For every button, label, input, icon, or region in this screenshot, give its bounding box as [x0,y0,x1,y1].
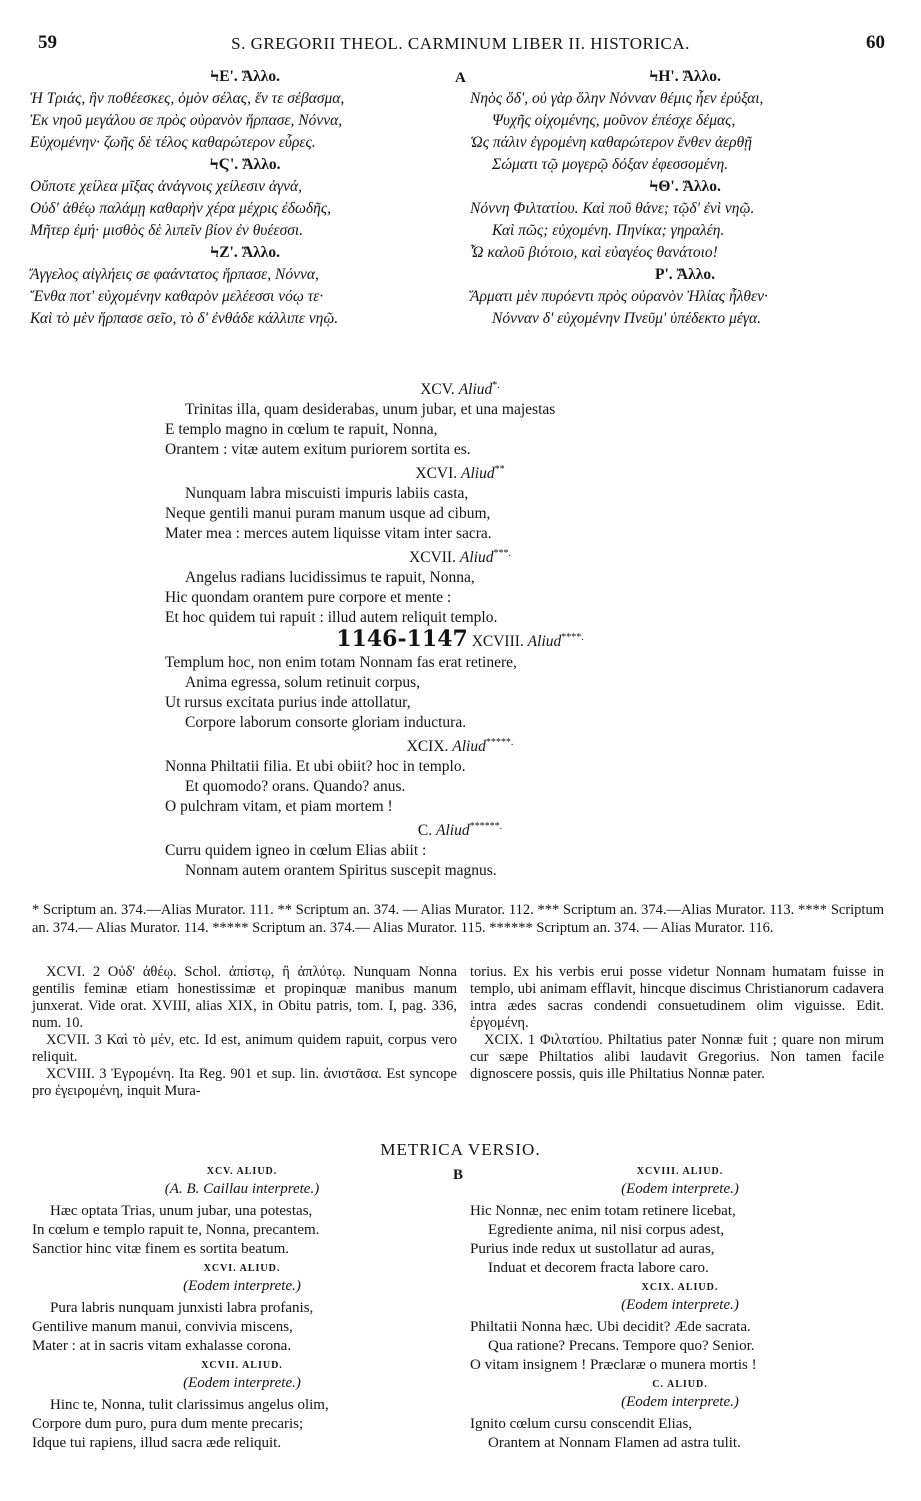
column-marker-a: A [455,70,466,86]
footnote-mark: ******. [469,820,503,832]
latin-verse-line: Nonna Philtatii filia. Et ubi obiit? hoc in templo. [165,757,466,775]
metrica-interpreter: (Eodem interprete.) [183,1375,301,1391]
greek-verse-line: Οὐδ' ἀθέῳ παλάμῃ καθαρὴν χέρα μέχρις ἐδωδῆς, [30,200,331,217]
footnote: * Scriptum an. 374.—Alias Murator. 111. ** Scriptum an. 374. — Alias Murator. 112. *** Scriptum an. 374.—Alias Murator. 113. **** Scriptum an. 374.— Alias Murator. 114. ***** Scriptum an. 374.— Alias Murator. 115. ****** Scriptum an. 374. — Alias Murator. 116. [32,902,884,936]
footnote-mark: *****. [485,736,514,748]
metrica-right-column [470,1164,890,1455]
metrica-verse-line: Hic Nonnæ, nec enim totam retinere licebat, [470,1203,736,1219]
greek-poem-title: Ρ'. Ἄλλο. [655,266,715,283]
latin-poem-number: XCVII. [409,549,456,567]
spacer [32,1453,452,1455]
running-head [0,32,921,60]
greek-verse-line: Καὶ τὸ μὲν ἥρπασε σεῖο, τὸ δ' ἐνθάδε κάλλιπε νηῷ. [30,310,339,327]
greek-verse-line: Νόννη Φιλτατίου. Καὶ ποῦ θάνε; τῷδ' ἐνὶ νηῷ. [470,200,755,217]
greek-verse-line: Ψυχῆς οἰχομένης, μοῦνον ἐπέσχε δέμας, [492,112,736,129]
column-marker-b: B [453,1167,464,1183]
metrica-verse-line: O vitam insignem ! Præclaræ o munera mortis ! [470,1357,757,1373]
latin-poem-heading [165,628,755,652]
metrica-poem-title: XCIX. ALIUD. [641,1282,719,1293]
notes-right-column [470,964,884,1083]
latin-verse-line: Et quomodo? orans. Quando? anus. [185,777,406,795]
metrica-verse-line: Mater : at in sacris vitam exhalasse corona. [32,1338,292,1354]
latin-poem-aliud: Aliud [458,381,493,399]
latin-poem-heading [165,460,755,484]
greek-verse-line: Σώματι τῷ μογερῷ δόξαν ἐφεσσομένη. [492,156,729,173]
latin-poem-number: XCVI. [415,465,458,483]
metrica-verse-line: Pura labris nunquam junxisti labra profanis, [50,1300,314,1316]
greek-verse-line: Εὐχομένην· ζωῆς δὲ τέλος καθαρώτερον εὗρες. [30,134,316,151]
metrica-poem-title: XCVII. ALIUD. [201,1360,283,1371]
greek-verse-line: Ὦ καλοῦ βιότοιο, καὶ εὐαγέος θανάτοιο! [470,244,718,261]
commentary-note: XCVIII. 3 Ἐγρομένη. Ita Reg. 901 et sup. lin. ἀνιστᾶσα. Est syncope pro ἐγειρομένη, inquit Mura- [32,1066,457,1099]
latin-verse-line: Neque gentili manui puram manum usque ad cibum, [165,505,491,523]
latin-poem-aliud: Aliud [436,821,470,839]
latin-verse-line: Orantem : vitæ autem exitum puriorem sortita es. [165,441,471,459]
greek-poem-title: ϞϚ'. Ἄλλο. [209,156,281,173]
commentary-note: XCVI. 2 Οὐδ' ἀθέῳ. Schol. ἀπίστῳ, ἢ ἀπλύτῳ. Nunquam Nonna gentilis feminæ etiam honestissimæ et propinquæ manibus manum junxerat. Vide orat. XVIII, alias XIX, in Obitu patris, tom. I, pag. 336, num. 10. [32,964,457,1031]
metrica-verse-line: Hæc optata Trias, unum jubar, una potestas, [50,1203,313,1219]
metrica-verse-line: Ignito cœlum cursu conscendit Elias, [470,1416,693,1432]
greek-verse-line: Μῆτερ ἐμή· μισθὸς δὲ λιπεῖν βίον ἐν θυέεσσι. [30,222,304,239]
column-numbers: 1146-1147 [336,626,468,653]
latin-verse-line: Trinitas illa, quam desiderabas, unum jubar, et una majestas [185,401,556,419]
latin-verse-line: Hic quondam orantem pure corpore et mente : [165,589,452,607]
latin-poem-number: C. [417,821,433,839]
metrica-poem-title: C. ALIUD. [652,1379,708,1390]
metrica-verse-line: Gentilive manum manui, convivia miscens, [32,1319,293,1335]
latin-verse-line: Angelus radians lucidissimus te rapuit, Nonna, [185,569,475,587]
latin-verse-line: O pulchram vitam, et piam mortem ! [165,797,393,815]
metrica-verse-line: Idque tui rapiens, illud sacra æde reliquit. [32,1435,282,1451]
greek-verse-line: Ἐκ νηοῦ μεγάλου σε πρὸς οὐρανὸν ἥρπασε, Νόννα, [30,112,343,129]
metrica-verse-line: In cœlum e templo rapuit te, Nonna, precantem. [32,1222,320,1238]
right-page-number: 60 [866,32,885,53]
latin-poem-heading [165,733,755,757]
metrica-verse-line: Corpore dum puro, pura dum mente precaris; [32,1416,304,1432]
metrica-versio-title: METRICA VERSIO. [380,1140,541,1159]
commentary-note: XCVII. 3 Καὶ τὸ μέν, etc. Id est, animum quidem rapuit, corpus vero reliquit. [32,1032,457,1065]
latin-poem-number: XCV. [420,381,455,399]
latin-poem-number: XCVIII. [471,633,524,651]
metrica-interpreter: (A. B. Caillau interprete.) [164,1181,320,1197]
greek-verse-line: Νηὸς ὅδ', οὐ γὰρ ὅλην Νόνναν θέμις ἦεν ἐρύξαι, [470,90,764,107]
metrica-interpreter: (Eodem interprete.) [621,1394,739,1410]
latin-poem-heading [165,544,755,568]
commentary-note: XCIX. 1 Φιλτατίου. Philtatius pater Nonnæ fuit ; quare non mirum cur sæpe Philtatios alibi laudavit Gregorius. Non tamen facile dignoscere possis, quis ille Philtatius Nonnæ pater. [470,1032,884,1082]
left-page-number: 59 [38,32,57,53]
metrica-interpreter: (Eodem interprete.) [621,1297,739,1313]
latin-poem-heading [165,817,755,841]
latin-verse-line: Corpore laborum consorte gloriam inductura. [185,713,467,731]
greek-poem-title: ϞΗ'. Ἄλλο. [649,68,721,85]
metrica-poem-title: XCVI. ALIUD. [203,1263,281,1274]
greek-verse-line: Ἄγγελος αἰγλήεις σε φαάντατος ἥρπασε, Νόννα, [30,266,319,283]
latin-verse-line: Anima egressa, solum retinuit corpus, [185,673,421,691]
latin-verse-line: Nunquam labra miscuisti impuris labiis casta, [185,485,469,503]
running-title: S. GREGORII THEOL. CARMINUM LIBER II. HISTORICA. [231,34,690,53]
latin-translation [165,376,755,881]
latin-poem-aliud: Aliud [461,465,495,483]
latin-verse-line: Nonnam autem orantem Spiritus suscepit magnus. [185,861,497,879]
metrica-verse-line: Purius inde redux ut sustollatur ad auras, [470,1241,715,1257]
greek-verse-line: Ὡς πάλιν ἐγρομένη καθαρώτερον ἔνθεν ἀερθῇ [470,134,752,151]
footnote-mark: ** [494,464,505,476]
footnote-mark: ****. [561,632,584,644]
footnote-mark: *. [492,380,500,391]
latin-verse-line: E templo magno in cœlum te rapuit, Nonna, [165,421,438,439]
latin-poem-aliud: Aliud [459,549,494,567]
metrica-verse-line: Orantem at Nonnam Flamen ad astra tulit. [488,1435,741,1451]
latin-poem-number: XCIX. [406,737,449,755]
greek-poem-title: ϞΘ'. Ἄλλο. [649,178,721,195]
greek-verse-line: Καὶ πῶς; εὐχομένη. Πηνίκα; γηραλέη. [492,222,725,239]
latin-verse-line: Curru quidem igneo in cœlum Elias abiit : [165,841,427,859]
metrica-verse-line: Induat et decorem fracta labore caro. [488,1260,709,1276]
greek-poem-title: ϞΖ'. Ἄλλο. [209,244,281,261]
metrica-verse-line: Hinc te, Nonna, tulit clarissimus angelus olim, [50,1397,329,1413]
metrica-poem-title: XCVIII. ALIUD. [636,1166,724,1177]
metrica-interpreter: (Eodem interprete.) [183,1278,301,1294]
metrica-poem-title: XCV. ALIUD. [206,1166,278,1177]
metrica-verse-line: Qua ratione? Precans. Tempore quo? Senior. [488,1338,755,1354]
latin-poem-aliud: Aliud [527,633,562,651]
metrica-interpreter: (Eodem interprete.) [621,1181,739,1197]
latin-poem-heading [165,376,755,400]
latin-poem-aliud: Aliud [452,737,486,755]
footnote-mark: ***. [493,548,511,560]
greek-poem-title: ϞΕ'. Ἄλλο. [209,68,281,85]
metrica-verse-line: Philtatii Nonna hæc. Ubi decidit? Æde sacrata. [470,1319,751,1335]
notes-left-column [32,964,457,1100]
greek-verse-line: Ἅρματι μὲν πυρόεντι πρὸς οὐρανὸν Ἠλίας ἦλθεν· [470,288,768,305]
latin-verse-line: Ut rursus excitata purius inde attollatur, [165,693,411,711]
metrica-verse-line: Egrediente anima, nil nisi corpus adest, [488,1222,725,1238]
greek-verse-line: Νόνναν δ' εὐχομένην Πνεῦμ' ὑπέδεκτο μέγα. [492,310,761,327]
greek-right-column [470,66,900,330]
spacer [470,1453,890,1455]
latin-verse-line: Mater mea : merces autem liquisse vitam inter sacra. [165,525,492,543]
metrica-left-column [32,1164,452,1455]
commentary-note: torius. Ex his verbis erui posse videtur Nonnam humatam fuisse in templo, ubi animam efflavit, hincque discimus Christianorum cadavera intra ædes sacras condendi consuetudinem olim viguisse. Edit. ἐργομένη. [470,964,884,1031]
latin-verse-line: Templum hoc, non enim totam Nonnam fas erat retinere, [165,653,517,671]
greek-verse-line: Ἔνθα ποτ' εὐχομένην καθαρὸν μελέεσσι νόῳ τε· [30,288,324,305]
latin-verse-line: Et hoc quidem tui rapuit : illud autem reliquit templo. [165,609,498,627]
greek-left-column [30,66,460,330]
greek-verse-line: Ἡ Τριάς, ἣν ποθέεσκες, ὁμὸν σέλας, ἕν τε σέβασμα, [30,90,345,107]
metrica-verse-line: Sanctior hinc vitæ finem es sortita beatum. [32,1241,290,1257]
greek-verse-line: Οὔποτε χείλεα μῖξας ἀνάγνοις χείλεσιν ἁγνά, [30,178,303,195]
